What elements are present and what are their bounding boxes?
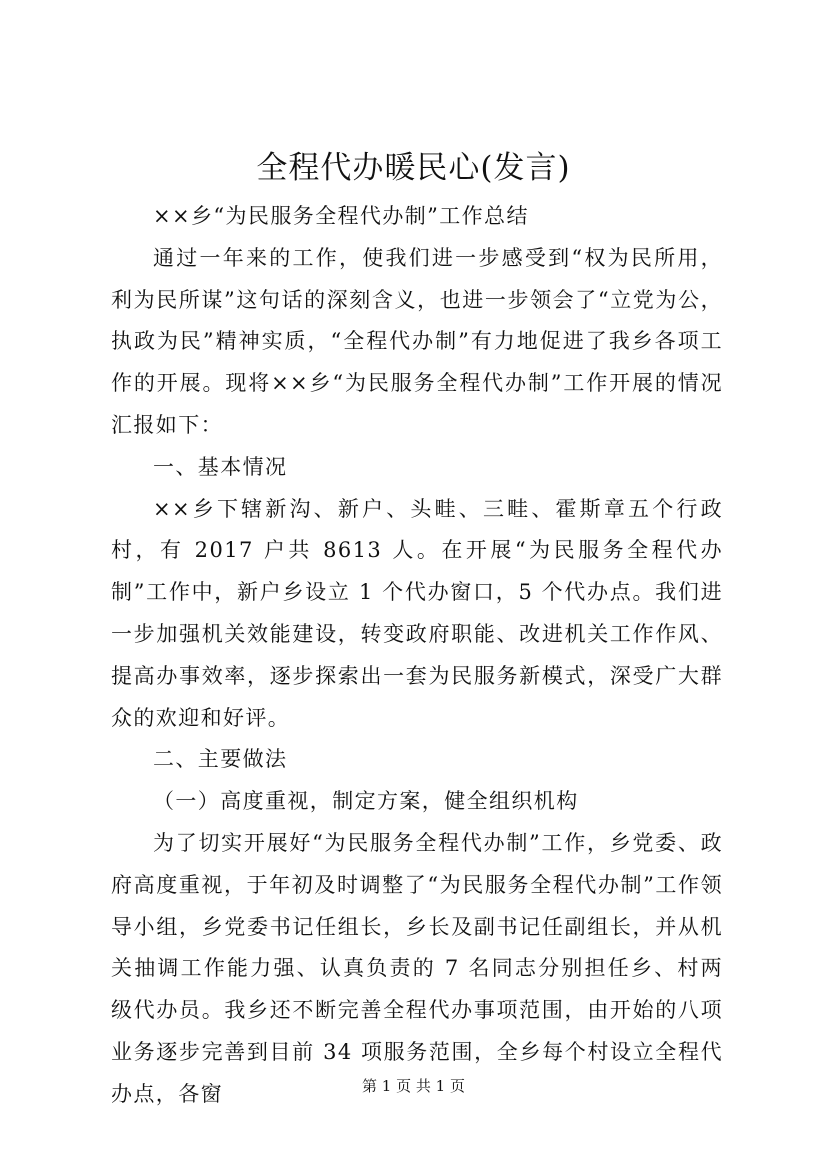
document-body [111, 196, 723, 1116]
section-heading-main-practices: 二、主要做法 [153, 747, 288, 772]
document-title: 全程代办暖民心(发言) [256, 150, 571, 186]
paragraph-basic-situation: ××乡下辖新沟、新户、头畦、三畦、霍斯章五个行政村，有 2017 户共 8613 人。在开展“为民服务全程代办制”工作中，新户乡设立 1 个代办窗口，5 个代办点。我们进一步加强机关效能建设，转变政府职能、改进机关工作作风、提高办事效率，逐步探索出一套为民服务新模式，深受广大群众的欢迎和好评。 [111, 496, 723, 730]
paragraph-main-practices: 为了切实开展好“为民服务全程代办制”工作，乡党委、政府高度重视，于年初及时调整了“为民服务全程代办制”工作领导小组，乡党委书记任组长，乡长及副书记任副组长，并从机关抽调工作能力强、认真负责的 7 名同志分别担任乡、村两级代办员。我乡还不断完善全程代办事项范围，由开始的八项业务逐步完善到目前 34 项服务范围，全乡每个村设立全程代办点，各窗 [111, 830, 723, 1106]
subsection-heading-1: （一）高度重视，制定方案，健全组织机构 [153, 789, 579, 814]
page-footer: 第 1 页 共 1 页 [362, 1077, 465, 1095]
paragraph-subtitle: ××乡“为民服务全程代办制”工作总结 [153, 204, 529, 228]
section-heading-basic-situation: 一、基本情况 [153, 454, 288, 479]
paragraph-intro: 通过一年来的工作，使我们进一步感受到“权为民所用，利为民所谋”这句话的深刻含义，也进一步领会了“立党为公，执政为民”精神实质，“全程代办制”有力地促进了我乡各项工作的开展。现将××乡“为民服务全程代办制”工作开展的情况汇报如下： [111, 245, 723, 437]
